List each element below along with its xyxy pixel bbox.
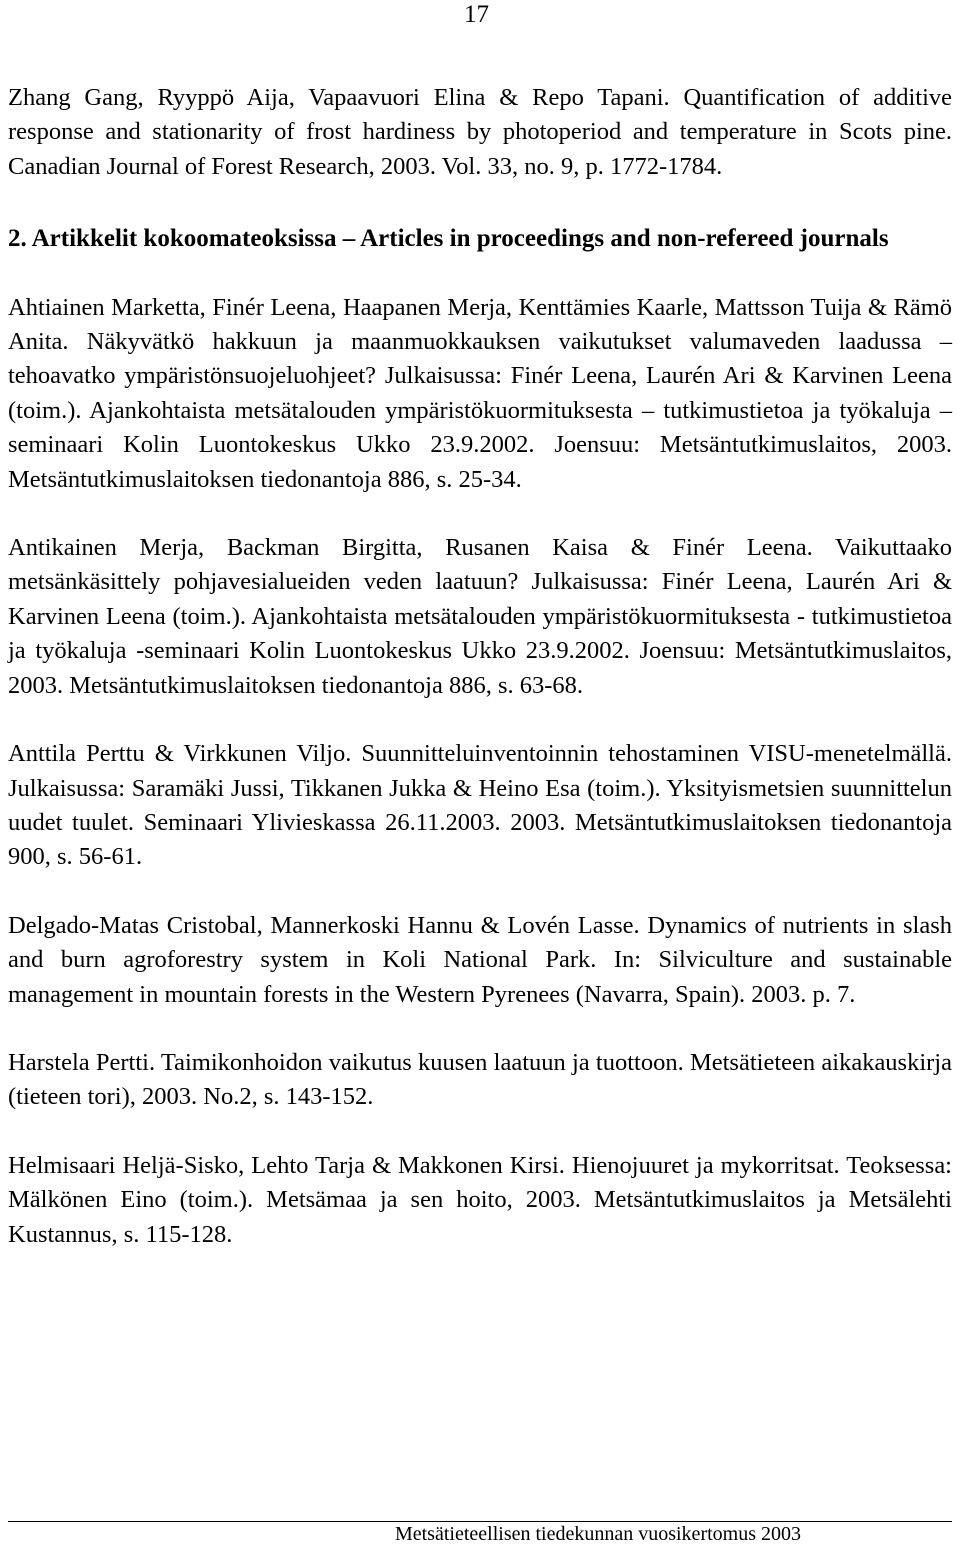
section-heading: 2. Artikkelit kokoomateoksissa – Articles in proceedings and non-refereed journals [8,225,889,253]
reference-entry: Harstela Pertti. Taimikonhoidon vaikutus kuusen laatuun ja tuottoon. Metsätieteen aikakauskirja (tieteen tori), 2003. No.2, s. 143-152. [8,1048,952,1111]
reference-entry: Anttila Perttu & Virkkunen Viljo. Suunnitteluinventoinnin tehostaminen VISU-menetelmällä. Julkaisussa: Saramäki Jussi, Tikkanen Jukka & Heino Esa (toim.). Yksityismetsien suunnittelun uudet tuulet. Seminaari Ylivieskassa 26.11.2003. 2003. Metsäntutkimuslaitoksen tiedonantoja 900, s. 56-61. [8,740,952,871]
reference-entry: Helmisaari Heljä-Sisko, Lehto Tarja & Makkonen Kirsi. Hienojuuret ja mykorritsat. Teoksessa: Mälkönen Eino (toim.). Metsämaa ja sen hoito, 2003. Metsäntutkimuslaitos ja Metsälehti Kustannus, s. 115-128. [8,1151,952,1248]
reference-entry: Zhang Gang, Ryyppö Aija, Vapaavuori Elina & Repo Tapani. Quantification of additive response and stationarity of frost hardiness by photoperiod and temperature in Scots pine. Canadian Journal of Forest Research, 2003. Vol. 33, no. 9, p. 1772-1784. [8,84,952,180]
page-footer: Metsätieteellisen tiedekunnan vuosikertomus 2003 [394,1523,801,1545]
reference-entry: Delgado-Matas Cristobal, Mannerkoski Hannu & Lovén Lasse. Dynamics of nutrients in slash and burn agroforestry system in Koli National Park. In: Silviculture and sustainable management in mountain forests in the Western Pyrenees (Navarra, Spain). 2003. p. 7. [8,911,952,1008]
reference-entry: Antikainen Merja, Backman Birgitta, Rusanen Kaisa & Finér Leena. Vaikuttaako metsänkäsittely pohjavesialueiden veden laatuun? Julkaisussa: Finér Leena, Laurén Ari & Karvinen Leena (toim.). Ajankohtaista metsätalouden ympäristökuormituksesta - tutkimustietoa ja työkaluja -seminaari Kolin Luontokeskus Ukko 23.9.2002. Joensuu: Metsäntutkimuslaitos, 2003. Metsäntutkimuslaitoksen tiedonantoja 886, s. 63-68. [8,534,952,699]
page-number: 17 [464,1,489,28]
document-body [8,81,952,1286]
reference-entry: Ahtiainen Marketta, Finér Leena, Haapanen Merja, Kenttämies Kaarle, Mattsson Tuija & Rämö Anita. Näkyvätkö hakkuun ja maanmuokkauksen vaikutukset valumaveden laadussa – tehoavatko ympäristönsuojeluohjeet? Julkaisussa: Finér Leena, Laurén Ari & Karvinen Leena (toim.). Ajankohtaista metsätalouden ympäristökuormituksesta – tutkimustietoa ja työkaluja – seminaari Kolin Luontokeskus Ukko 23.9.2002. Joensuu: Metsäntutkimuslaitos, 2003. Metsäntutkimuslaitoksen tiedonantoja 886, s. 25-34. [8,293,952,493]
